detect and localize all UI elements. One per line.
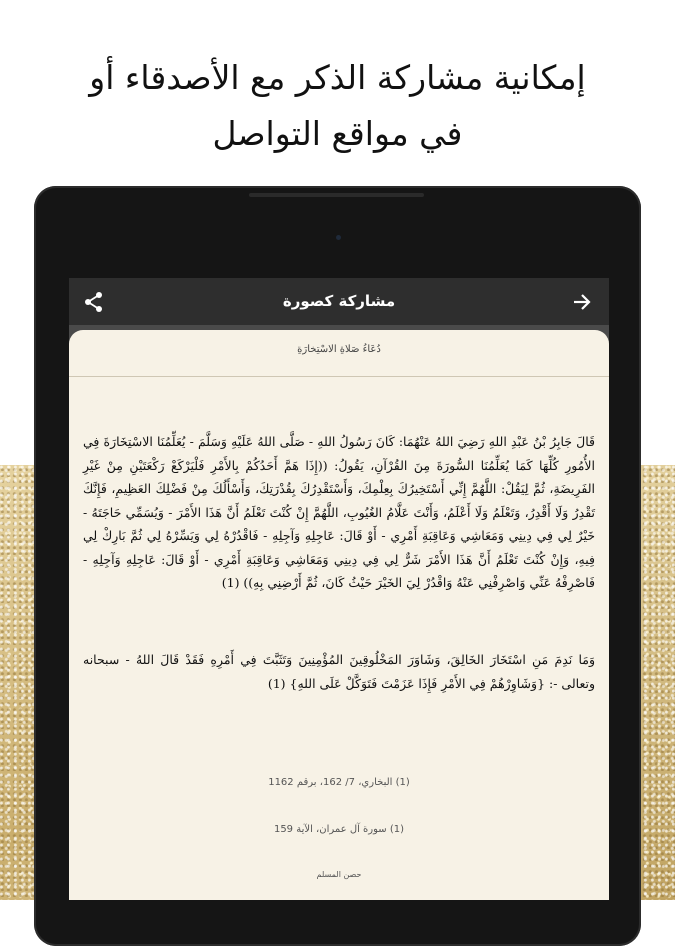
promo-headline-line1: إمكانية مشاركة الذكر مع الأصدقاء أو [89, 58, 586, 97]
header-divider [69, 376, 609, 377]
tablet-speaker-slot [249, 193, 424, 197]
arrow-right-icon[interactable] [569, 289, 595, 315]
shared-image-page [69, 330, 609, 900]
page-header: دُعَاءُ صَلاةِ الاسْتِخارَةِ [297, 344, 381, 355]
hadith-text: قَالَ جَابِرُ بْنُ عَبْدِ اللهِ رَضِيَ اللهُ عَنْهُمَا: كَانَ رَسُولُ اللهِ - صَلَّى اللهُ عَلَيْهِ وَسَلَّمَ - يُعَلِّمُنَا الاسْتِخَارَةَ فِي الأُمُورِ كُلِّهَا كَمَا يُعَلِّمُنَا السُّورَةَ مِنَ القُرْآنِ، يَقُولُ: ((إِذَا هَمَّ أَحَدُكُمْ بِالأَمْرِ فَلْيَرْكَعْ رَكْعَتَيْنِ مِنْ غَيْرِ الفَرِيضَةِ، ثُمَّ لِيَقُلْ: اللَّهُمَّ إِنِّي أَسْتَخِيرُكَ بِعِلْمِكَ، وَأَسْتَقْدِرُكَ بِقُدْرَتِكَ، وَأَسْأَلُكَ مِنْ فَضْلِكَ العَظِيمِ، فَإِنَّكَ تَقْدِرُ وَلَا أَقْدِرُ، وَتَعْلَمُ وَلَا أَعْلَمُ، وَأَنْتَ عَلَّامُ الغُيُوبِ، اللَّهُمَّ إِنْ كُنْتَ تَعْلَمُ أَنَّ هَذَا الأَمْرَ - وَيُسَمِّي حَاجَتَهُ - خَيْرٌ لِي فِي دِينِي وَمَعَاشِي وَعَاقِبَةِ أَمْرِي - أَوْ قَالَ: عَاجِلِهِ وَآجِلِهِ - فَاقْدُرْهُ لِي وَيَسِّرْهُ لِي ثُمَّ بَارِكْ لِي فِيهِ، وَإِنْ كُنْتَ تَعْلَمُ أَنَّ هَذَا الأَمْرَ شَرٌّ لِي فِي دِينِي وَمَعَاشِي وَعَاقِبَةِ أَمْرِي - أَوْ قَالَ: عَاجِلِهِ وَآجِلِهِ - فَاصْرِفْهُ عَنِّي وَاصْرِفْنِي عَنْهُ وَاقْدُرْ لِيَ الخَيْرَ حَيْثُ كَانَ، ثُمَّ أَرْضِنِي بِهِ)) (1) [83, 434, 596, 590]
app-bar [69, 278, 609, 325]
ayah-text: وَمَا نَدِمَ مَنِ اسْتَخَارَ الخَالِقَ، وَشَاوَرَ المَخْلُوقِينَ المُؤْمِنِينَ وَتَثَبَّتَ فِي أَمْرِهِ فَقَدْ قَالَ اللهُ - سبحانه وتعالى -: {وَشَاوِرْهُمْ فِي الأَمْرِ فَإِذَا عَزَمْتَ فَتَوَكَّلْ عَلَى اللهِ} (1) [83, 652, 595, 691]
page-footer: حصن المسلم [316, 870, 362, 879]
footnote-1: (1) البخاري، 7/ 162، برقم 1162 [268, 777, 410, 788]
promo-headline-line2: في مواقع التواصل [212, 114, 463, 153]
app-screen [69, 278, 609, 900]
app-bar-title: مشاركة كصورة [282, 292, 396, 310]
promo-headline [0, 50, 675, 162]
footnote-2: (1) سورة آل عمران، الآية 159 [273, 824, 405, 835]
camera-icon [336, 235, 341, 240]
